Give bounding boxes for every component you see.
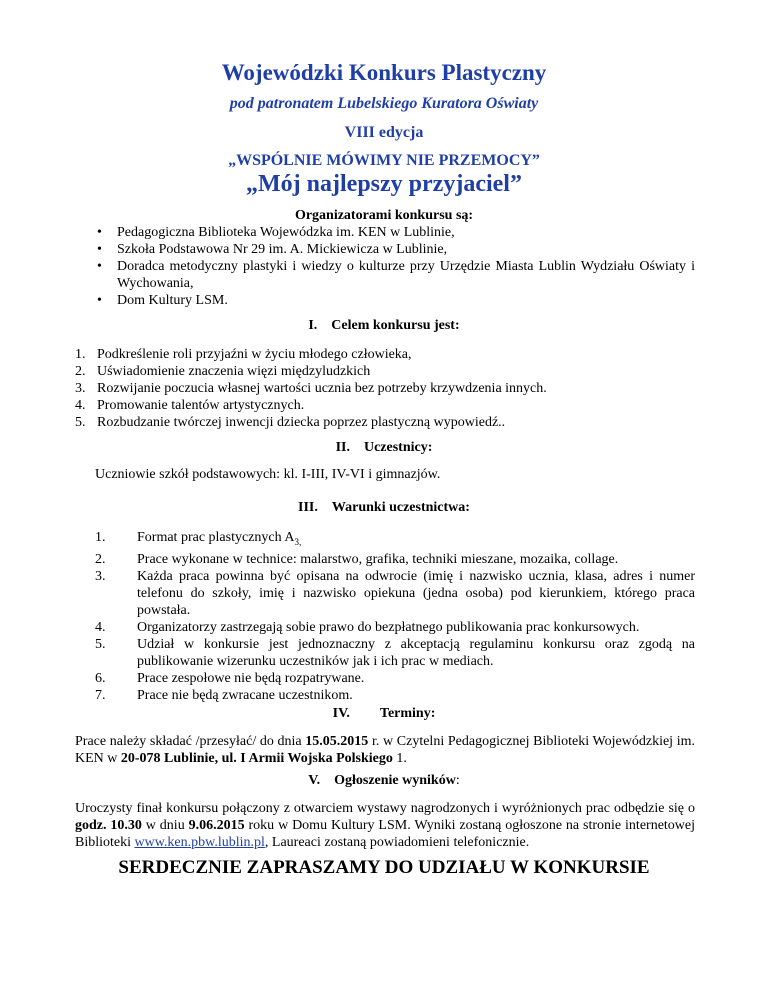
list-item: 5. Rozbudzanie twórczej inwencji dziecka poprzez plastyczną wypowiedź..: [75, 415, 506, 430]
list-item: 1. Format prac plastycznych $A_{3,}$: [95, 530, 302, 547]
list-item: 3. Rozwijanie poczucia własnej wartości ucznia bez potrzeby krzywdzenia innych.: [75, 381, 547, 396]
goals-list: [75, 346, 695, 431]
bullet-icon: •: [97, 242, 102, 257]
conditions-heading: III. Warunki uczestnictwa:: [298, 500, 470, 515]
bullet-icon: •: [97, 259, 102, 274]
conditions-list: [95, 529, 695, 704]
results-date: 9.06.2015: [188, 818, 245, 833]
list-item: • Dom Kultury LSM.: [97, 293, 228, 308]
participants-heading: II. Uczestnicy:: [335, 440, 433, 455]
list-item: • Szkoła Podstawowa Nr 29 im. A. Mickiewicza w Lublinie,: [97, 242, 448, 257]
results-time: godz. 10.30: [75, 818, 142, 833]
list-item: 3. Każda praca powinna być opisana na odwrocie (imię i nazwisko ucznia, klasa, adres i numer telefonu do szkoły, imię i nazwisko opiekuna (jedna osoba) pod kierunkiem, którego praca powstała.: [95, 568, 695, 618]
deadline-address: 20-078 Lublinie, ul. I Armii Wojska Polskiego: [120, 751, 393, 766]
list-item: • Pedagogiczna Biblioteka Wojewódzka im. KEN w Lublinie,: [97, 225, 455, 240]
contest-patronage: pod patronatem Lubelskiego Kuratora Oświaty: [229, 95, 539, 112]
participants-text: Uczniowie szkół podstawowych: kl. I-III, IV-VI i gimnazjów.: [95, 467, 441, 482]
goals-heading: I. Celem konkursu jest:: [308, 318, 460, 333]
organizers-heading: Organizatorami konkursu są:: [294, 208, 474, 223]
list-item: 1. Podkreślenie roli przyjaźni w życiu młodego człowieka,: [75, 347, 412, 362]
contest-slogan: „WSPÓLNIE MÓWIMY NIE PRZEMOCY”: [228, 152, 540, 169]
bullet-icon: •: [97, 293, 102, 308]
list-item: 7. Prace nie będą zwracane uczestnikom.: [95, 687, 353, 703]
list-item: 2. Uświadomienie znaczenia więzi międzyludzkich: [75, 364, 371, 379]
organizers-list: [75, 224, 695, 309]
list-item: • Doradca metodyczny plastyki i wiedzy o kulturze przy Urzędzie Miasta Lublin Wydziału Oświaty i Wychowania,: [97, 259, 695, 291]
contest-title: Wojewódzki Konkurs Plastyczny: [221, 60, 547, 85]
list-item: 4. Promowanie talentów artystycznych.: [75, 398, 305, 413]
deadlines-heading: IV. Terminy:: [332, 706, 436, 721]
contest-edition: VIII edycja: [344, 124, 424, 141]
list-item: 6. Prace zespołowe nie będą rozpatrywane.: [95, 670, 365, 686]
list-item: 5. Udział w konkursie jest jednoznaczny z akceptacją regulaminu konkursu oraz zgodą na publikowanie wizerunku uczestników jak i ich prac w mediach.: [95, 636, 695, 669]
results-heading: V. Ogłoszenie wyników:: [308, 773, 460, 788]
list-item: 2. Prace wykonane w technice: malarstwo, grafika, techniki mieszane, mozaika, collage.: [95, 551, 619, 567]
results-text: Uroczysty finał konkursu połączony z otwarciem wystawy nagrodzonych i wyróżnionych prac odbędzie się o godz. 10.30 w dniu 9.06.2015 roku w Domu Kultury LSM. Wyniki zostaną ogłoszone na stronie internetowej Biblioteki www.ken.pbw.lublin.pl, Laureaci zostaną powiadomieni telefonicznie.: [75, 801, 696, 850]
contest-theme: „Mój najlepszy przyjaciel”: [246, 171, 522, 197]
deadline-date: 15.05.2015: [305, 734, 369, 749]
library-website-link[interactable]: www.ken.pbw.lublin.pl: [134, 835, 265, 850]
bullet-icon: •: [97, 225, 102, 240]
invitation-footer: SERDECZNIE ZAPRASZAMY DO UDZIAŁU W KONKURSIE: [118, 857, 650, 878]
deadlines-text: Prace należy składać /przesyłać/ do dnia 15.05.2015 r. w Czytelni Pedagogicznej Biblioteki Wojewódzkiej im. KEN w 20-078 Lublinie, ul. I Armii Wojska Polskiego 1.: [75, 734, 696, 766]
list-item: 4. Organizatorzy zastrzegają sobie prawo do bezpłatnego publikowania prac konkursowych.: [95, 619, 640, 635]
